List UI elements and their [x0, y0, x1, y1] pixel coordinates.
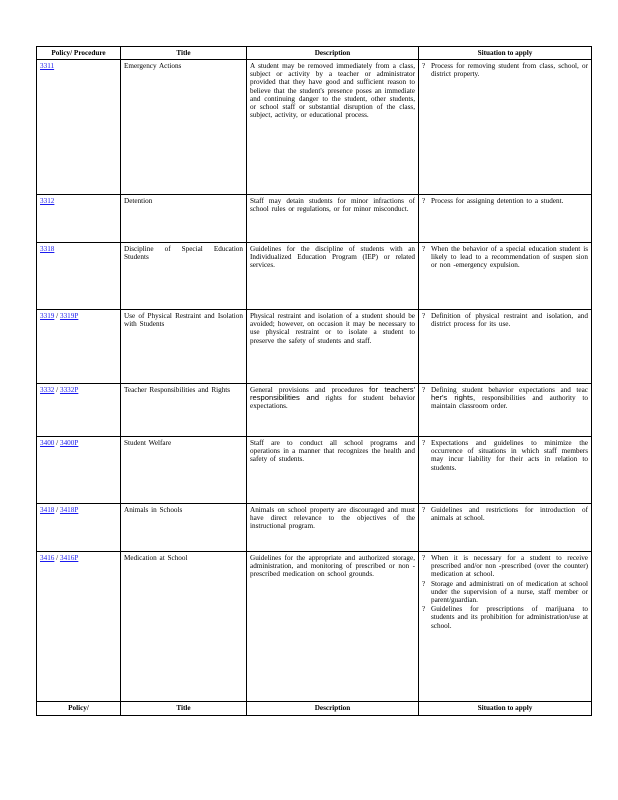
situation-text: Guidelines for prescriptions of marijuana to students and its prohibition for administration/use at school.	[431, 605, 588, 630]
situation-cell	[419, 437, 592, 504]
situation-cell	[419, 504, 592, 552]
situation-item	[422, 197, 588, 205]
header-description: Description	[247, 47, 419, 60]
policy-link[interactable]: 3312	[40, 197, 55, 205]
procedure-link[interactable]: 3319P	[59, 312, 79, 320]
situation-cell	[419, 60, 592, 195]
policy-cell	[37, 504, 121, 552]
policy-cell	[37, 310, 121, 384]
policy-separator: /	[54, 312, 60, 320]
policy-link[interactable]: 3400	[40, 439, 55, 447]
bullet-icon: ?	[422, 62, 426, 70]
footer-header-situation: Situation to apply	[419, 702, 592, 716]
description-part: General provisions and procedures	[250, 386, 363, 394]
situation-text: When it is necessary for a student to receive prescribed and/or non -prescribed (over the counter) medication at school.	[431, 554, 588, 579]
description-cell: A student may be removed immediately from a class, subject or activity by a teacher or administrator provided that they have good and sufficient reason to believe that the student's presence poses an immediate and continuing danger to the student, other students, or school staff or substantial disruption of the class, subject, activity, or educational process.	[247, 60, 419, 195]
title-cell: Medication at School	[121, 552, 247, 702]
description-cell: Animals on school property are discouraged and must have direct relevance to the objectives of the instructional program.	[247, 504, 419, 552]
bullet-icon: ?	[422, 579, 426, 588]
policy-cell	[37, 437, 121, 504]
bullet-icon: ?	[422, 245, 426, 253]
footer-header-title: Title	[121, 702, 247, 716]
situation-item	[422, 506, 588, 522]
situation-cell	[419, 384, 592, 437]
policy-cell	[37, 195, 121, 243]
description-cell: Staff are to conduct all school programs and operations in a manner that recognizes the health and safety of students.	[247, 437, 419, 504]
policy-cell	[37, 384, 121, 437]
policy-separator: /	[54, 506, 60, 514]
situation-part: Defining student behavior expectations and teac	[431, 386, 588, 394]
situation-text: When the behavior of a special education student is likely to lead to a recommendation of suspen sion or non -emergency expulsion.	[431, 245, 588, 270]
footer-header-row	[37, 702, 592, 716]
situation-cell	[419, 552, 592, 702]
footer-header-description: Description	[247, 702, 419, 716]
bullet-icon: ?	[422, 312, 426, 320]
header-row	[37, 47, 592, 60]
procedure-link[interactable]: 3416P	[59, 554, 79, 562]
bullet-icon: ?	[422, 439, 426, 447]
situation-item	[422, 62, 588, 78]
situation-part: her's rights,	[431, 393, 476, 403]
title-cell: Detention	[121, 195, 247, 243]
policy-cell	[37, 552, 121, 702]
policy-link[interactable]: 3418	[40, 506, 55, 514]
situation-text: Definition of physical restraint and isolation, and district process for its use.	[431, 312, 588, 329]
situation-cell	[419, 243, 592, 310]
table-body	[37, 60, 592, 702]
policy-separator: /	[54, 554, 60, 562]
situation-item	[422, 245, 588, 270]
description-part: rights for student behavior expectations.	[250, 394, 415, 411]
title-cell: Animals in Schools	[121, 504, 247, 552]
table-row	[37, 384, 592, 437]
situation-text: Process for assigning detention to a student.	[431, 197, 564, 205]
title-cell: Teacher Responsibilities and Rights	[121, 384, 247, 437]
description-part: for teachers' responsibilities and	[250, 385, 416, 403]
policy-link[interactable]: 3416	[40, 554, 55, 562]
procedure-link[interactable]: 3418P	[59, 506, 79, 514]
table-row	[37, 437, 592, 504]
bullet-icon: ?	[422, 506, 426, 514]
title-cell: Student Welfare	[121, 437, 247, 504]
table-row	[37, 310, 592, 384]
situation-part: responsibilities and authority to maintain classroom order.	[431, 394, 589, 411]
title-cell: Discipline of Special Education Students	[121, 243, 247, 310]
situation-item	[422, 386, 588, 411]
situation-item	[422, 439, 588, 472]
description-cell	[247, 384, 419, 437]
bullet-icon: ?	[422, 605, 426, 614]
table-row	[37, 243, 592, 310]
bullet-icon: ?	[422, 554, 426, 562]
policy-separator: /	[54, 386, 60, 394]
situation-text: Expectations and guidelines to minimize the occurrence of situations in which staff members may incur liability for their acts in relation to students.	[431, 439, 588, 472]
situation-text: Process for removing student from class, school, or district property.	[431, 62, 588, 79]
policy-link[interactable]: 3318	[40, 245, 55, 253]
description-cell: Guidelines for the discipline of students with an Individualized Education Program (IEP) or related services.	[247, 243, 419, 310]
footer-header-policy: Policy/	[37, 702, 121, 716]
policy-separator: /	[54, 439, 60, 447]
table-row	[37, 552, 592, 702]
situation-text: Storage and administrati on of medication at school under the supervision of a nurse, staff member or parent/guardian.	[431, 579, 588, 605]
situation-cell	[419, 310, 592, 384]
bullet-icon: ?	[422, 197, 426, 205]
description-cell: Physical restraint and isolation of a student should be avoided; however, on occasion it may be necessary to use physical restraint or to isolate a student to preserve the safety of students and staff.	[247, 310, 419, 384]
policy-cell	[37, 60, 121, 195]
policy-cell	[37, 243, 121, 310]
description-cell: Guidelines for the appropriate and authorized storage, administration, and monitoring of prescribed or non -prescribed medication on school grounds.	[247, 552, 419, 702]
table-row	[37, 504, 592, 552]
header-policy: Policy/ Procedure	[37, 47, 121, 60]
policy-link[interactable]: 3311	[40, 62, 55, 70]
procedure-link[interactable]: 3332P	[59, 386, 79, 394]
table-row	[37, 60, 592, 195]
header-title: Title	[121, 47, 247, 60]
situation-text	[431, 386, 588, 411]
description-cell: Staff may detain students for minor infractions of school rules or regulations, or for minor misconduct.	[247, 195, 419, 243]
bullet-icon: ?	[422, 386, 426, 394]
situation-item	[422, 580, 588, 605]
title-cell: Use of Physical Restraint and Isolation with Students	[121, 310, 247, 384]
situation-text: Guidelines and restrictions for introduction of animals at school.	[431, 506, 588, 523]
table-row	[37, 195, 592, 243]
situation-item	[422, 312, 588, 328]
title-cell: Emergency Actions	[121, 60, 247, 195]
situation-item	[422, 554, 588, 579]
situation-item	[422, 605, 588, 630]
situation-cell	[419, 195, 592, 243]
procedure-link[interactable]: 3400P	[59, 439, 79, 447]
header-situation: Situation to apply	[419, 47, 592, 60]
policy-table	[36, 46, 592, 716]
policy-link[interactable]: 3332	[40, 386, 55, 394]
policy-link[interactable]: 3319	[40, 312, 55, 320]
